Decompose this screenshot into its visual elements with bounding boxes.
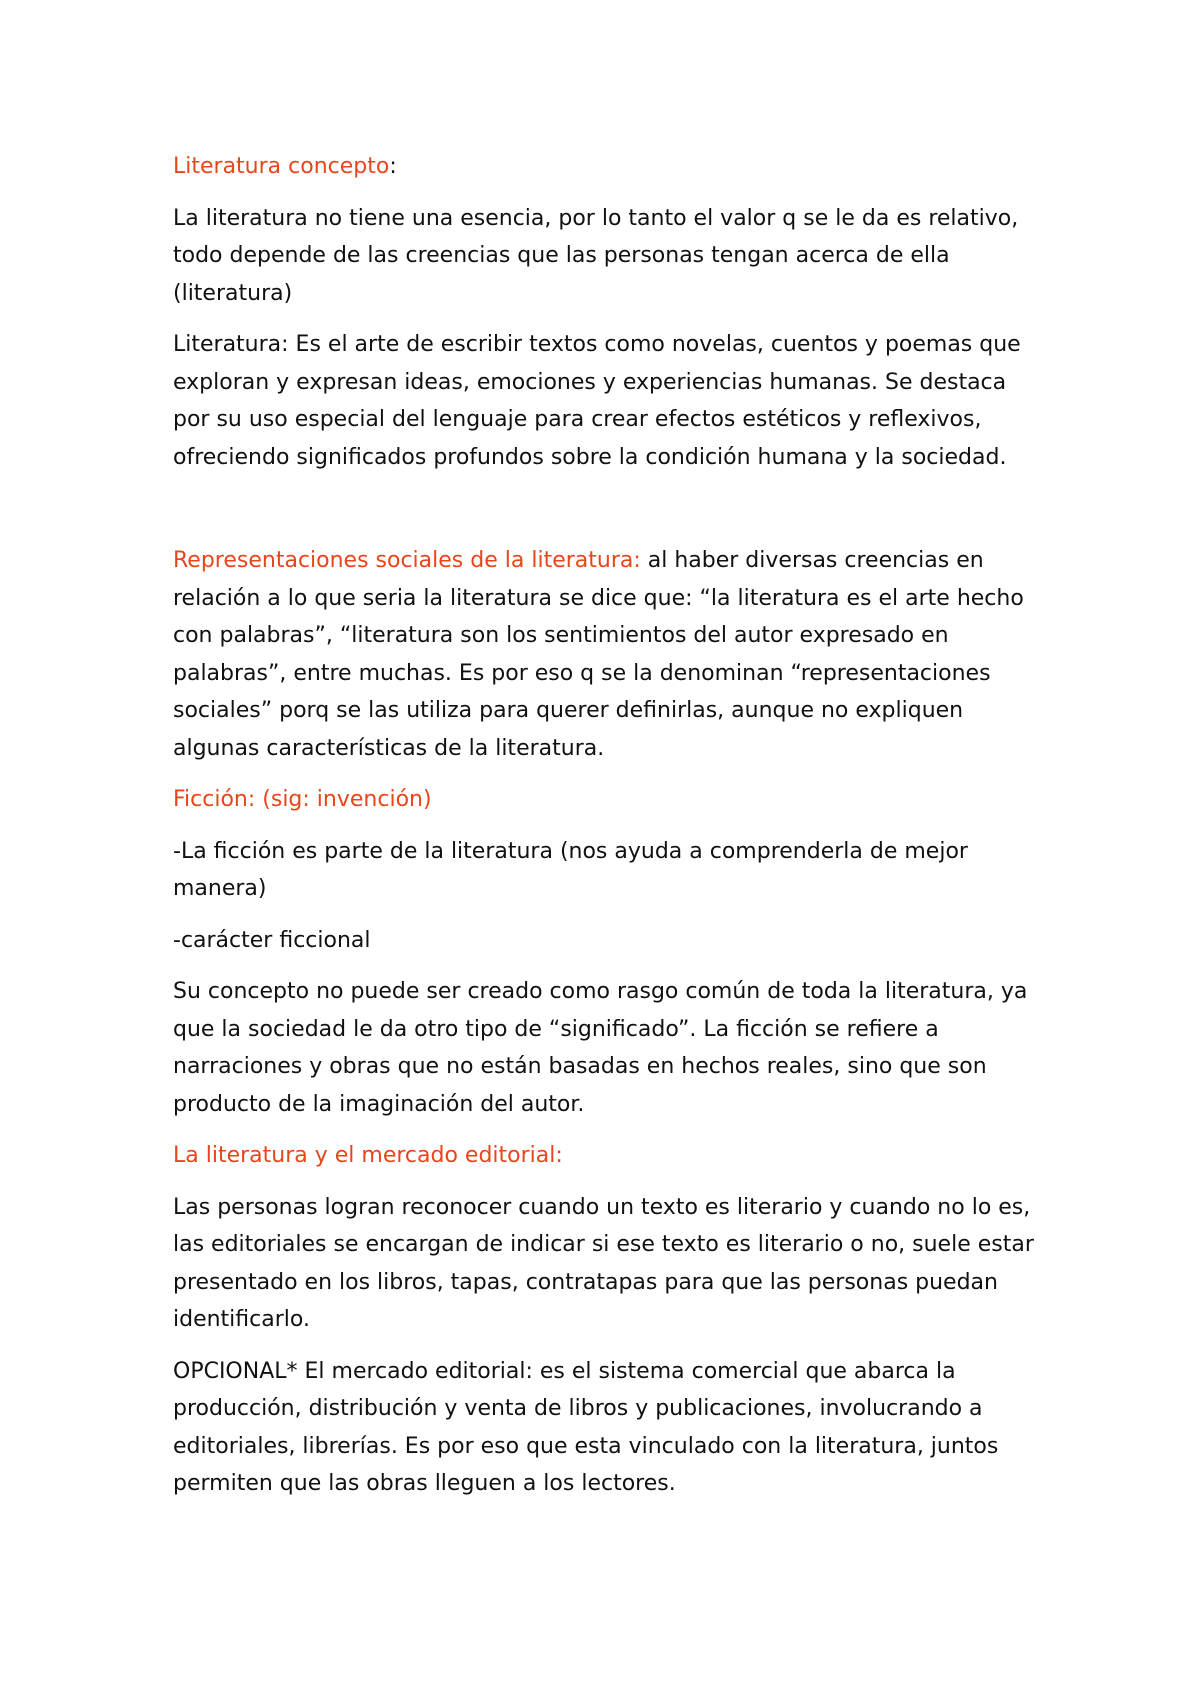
heading-colon: : (389, 154, 397, 179)
section-heading-ficcion: Ficción: (sig: invención) (173, 787, 432, 812)
blank-line (173, 490, 1043, 542)
paragraph-mercado-personas: Las personas logran reconocer cuando un texto es literario y cuando no lo es, las editoriales se encargan de indicar si ese texto es literario o no, suele estar presentado en los libros, tapas, contratapas para que las personas puedan identificarlo. (173, 1194, 1034, 1332)
paragraph-mercado-opcional: OPCIONAL* El mercado editorial: es el sistema comercial que abarca la producción, distribución y venta de libros y publicaciones, involucrando a editoriales, librerías. Es por eso que esta vinculado con la literatura, juntos permiten que las obras lleguen a los lectores. (173, 1358, 999, 1496)
section-heading-representaciones: Representaciones sociales de la literatura: (173, 548, 641, 573)
heading-text: Literatura concepto (173, 154, 390, 179)
paragraph-caracter-ficcional: -carácter ficcional (173, 927, 371, 953)
section-heading-mercado-editorial: La literatura y el mercado editorial: (173, 1143, 563, 1168)
paragraph-literatura-esencia: La literatura no tiene una esencia, por lo tanto el valor q se le da es relativo, todo depende de las creencias que las personas tengan acerca de ella (literatura) (173, 205, 1019, 306)
paragraph-ficcion-parte: -La ficción es parte de la literatura (nos ayuda a comprenderla de mejor manera) (173, 838, 968, 901)
representaciones-text: al haber diversas creencias en relación a lo que seria la literatura se dice que: “la literatura es el arte hecho con palabras”, “literatura son los sentimientos del autor expresado en palabras”, entre muchas. Es por eso q se la denominan “representaciones sociales” porq se las utiliza para querer definirlas, aunque no expliquen algunas características de la literatura. (173, 548, 1024, 761)
paragraph-ficcion-concepto: Su concepto no puede ser creado como rasgo común de toda la literatura, ya que la sociedad le da otro tipo de “significado”. La ficción se refiere a narraciones y obras que no están basadas en hechos reales, sino que son producto de la imaginación del autor. (173, 979, 1028, 1117)
paragraph-representaciones-sociales (173, 542, 1043, 767)
section-heading-literatura-concepto (173, 148, 1043, 186)
paragraph-literatura-definicion: Literatura: Es el arte de escribir textos como novelas, cuentos y poemas que exploran y expresan ideas, emociones y experiencias humanas. Se destaca por su uso especial del lenguaje para crear efectos estéticos y reflexivos, ofreciendo significados profundos sobre la condición humana y la sociedad. (173, 332, 1021, 470)
document-body (173, 148, 1043, 1517)
